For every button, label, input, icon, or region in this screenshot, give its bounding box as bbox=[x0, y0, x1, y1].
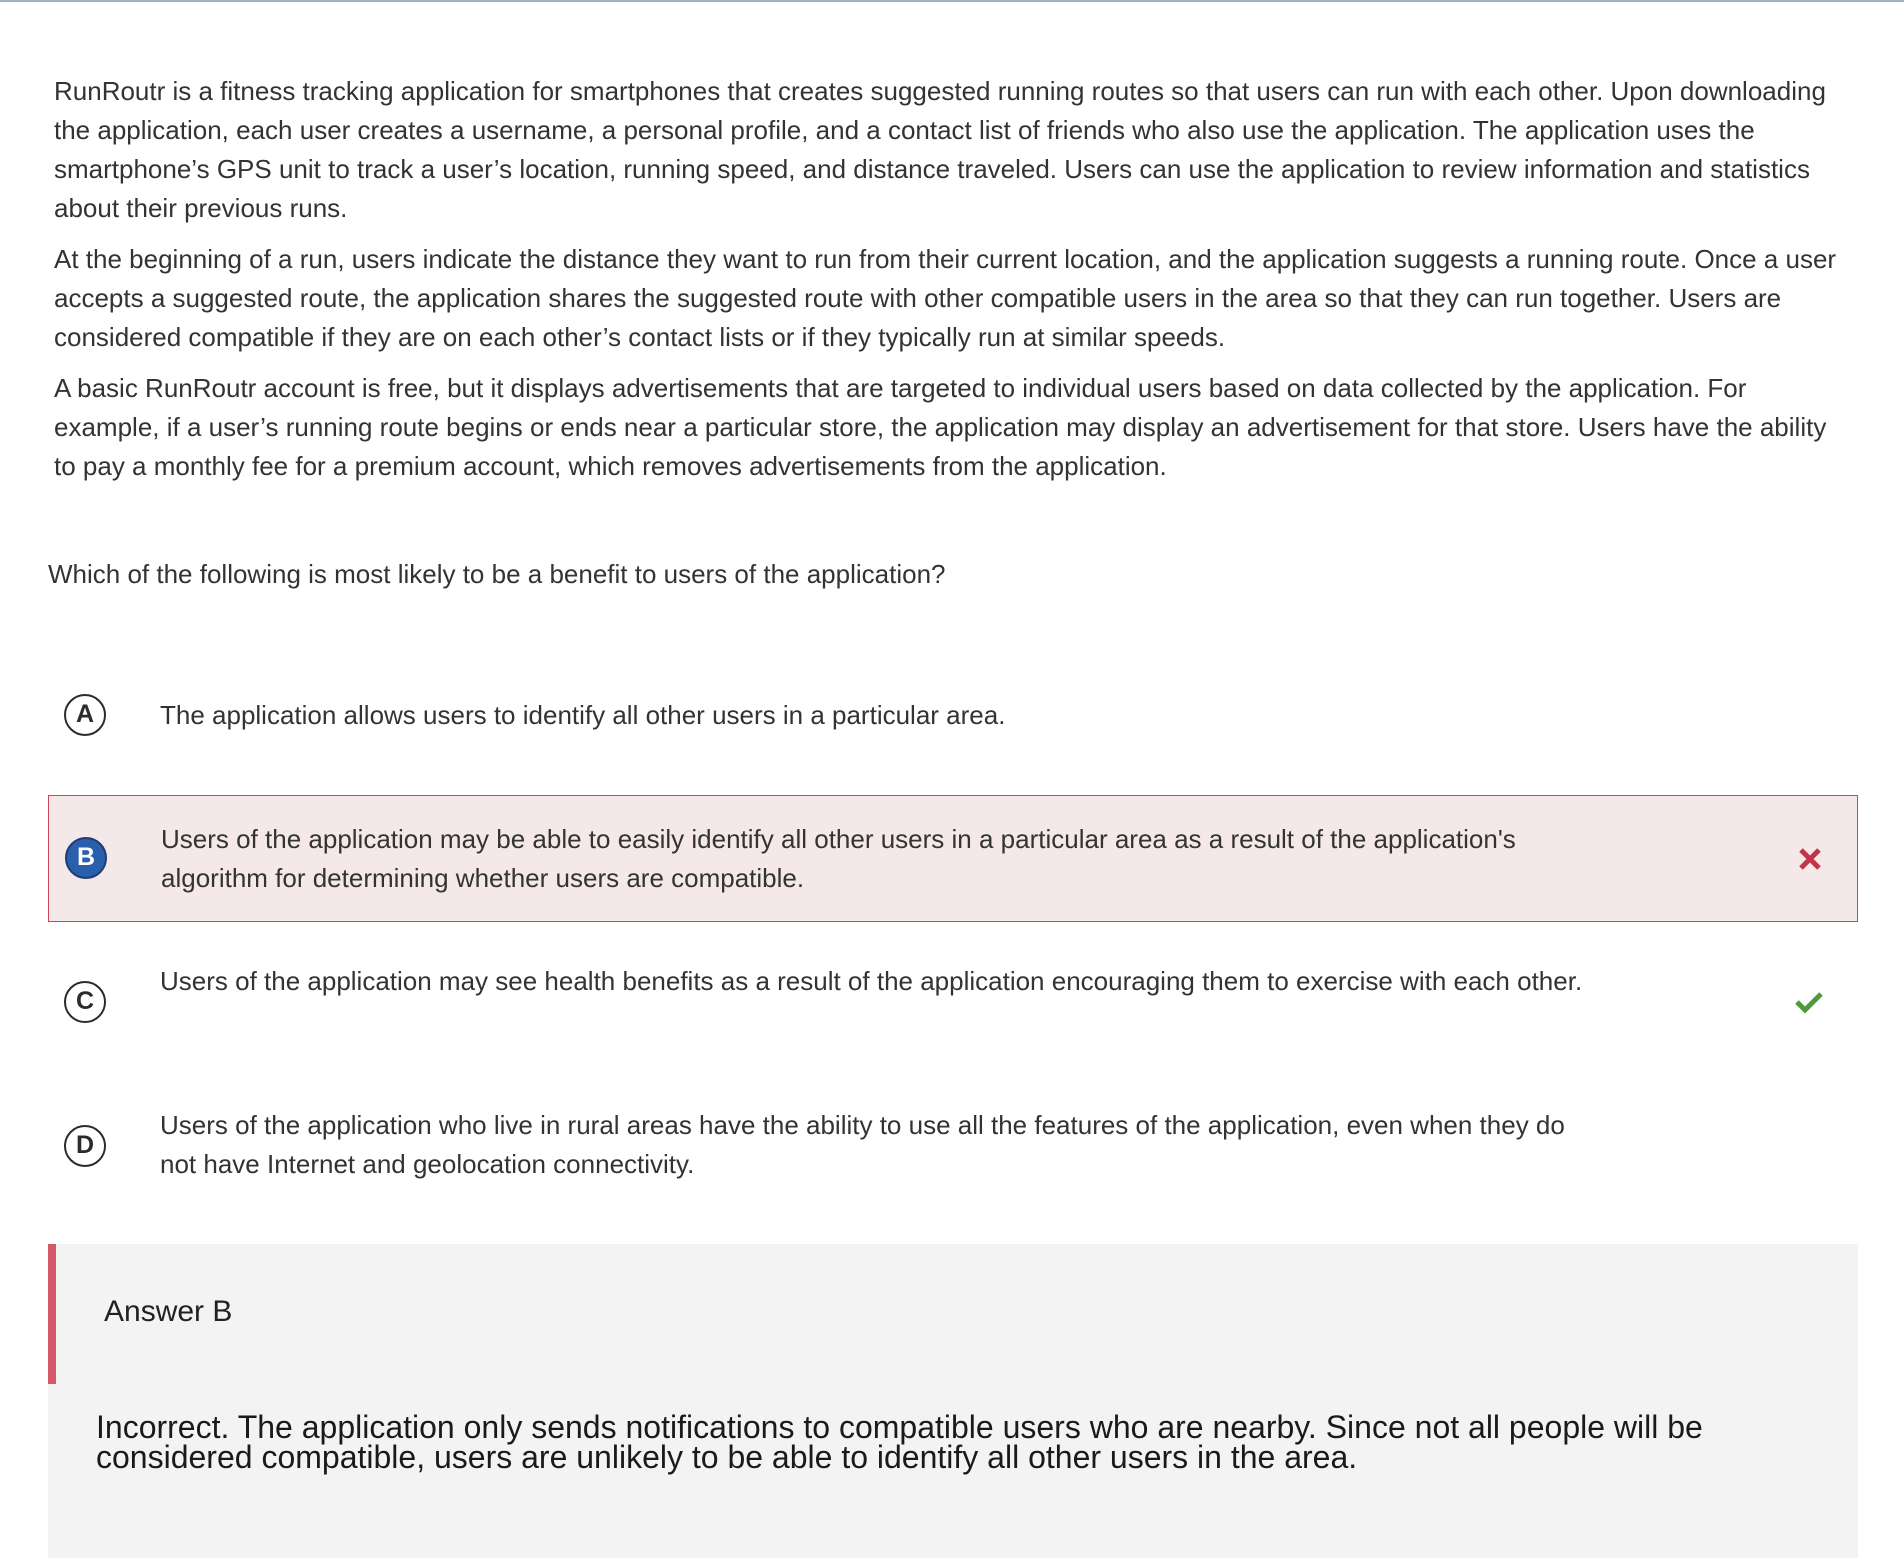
choice-c-text: Users of the application may see health benefits as a result of the application encouraging them to exercise with each other. bbox=[160, 966, 1583, 996]
choice-d-letter-badge[interactable]: D bbox=[64, 1125, 106, 1167]
stimulus-paragraph-1: RunRoutr is a fitness tracking application for smartphones that creates suggested running routes so that users can run with each other. Upon downloading the application, each user creates a username, a personal profile, and a contact list of friends who also use the application. The application uses the smartphone’s GPS unit to track a user’s location, running speed, and distance traveled. Users can use the application to review information and statistics about their previous runs. bbox=[54, 76, 1826, 223]
choice-a-letter-badge[interactable]: A bbox=[64, 694, 106, 736]
x-icon bbox=[1793, 842, 1827, 876]
feedback-explanation: Incorrect. The application only sends notifications to compatible users who are nearby. Since not all people will be considered compatible, users are unlikely to be able to identify all other users in the area. bbox=[96, 1409, 1703, 1475]
selected-answer-label: Answer B bbox=[104, 1295, 233, 1328]
choice-b-text: Users of the application may be able to easily identify all other users in a particular area as a result of the application's algorithm for determining whether users are compatible. bbox=[161, 824, 1516, 893]
choice-a-text: The application allows users to identify all other users in a particular area. bbox=[160, 700, 1006, 730]
choice-c[interactable] bbox=[48, 950, 1858, 1060]
choice-c-letter-badge[interactable]: C bbox=[64, 981, 106, 1023]
answer-feedback-panel bbox=[48, 1244, 1858, 1558]
choice-b[interactable] bbox=[48, 795, 1858, 922]
stimulus-paragraph-2: At the beginning of a run, users indicate the distance they want to run from their current location, and the application suggests a running route. Once a user accepts a suggested route, the application shares the suggested route with other compatible users in the area so that they can run together. Users are considered compatible if they are on each other’s contact lists or if they typically run at similar speeds. bbox=[54, 244, 1837, 352]
checkmark-icon bbox=[1792, 985, 1826, 1019]
choice-d-text: Users of the application who live in rural areas have the ability to use all the features of the application, even when they do not have Internet and geolocation connectivity. bbox=[160, 1110, 1565, 1179]
choice-b-letter-badge[interactable]: B bbox=[65, 837, 107, 879]
stimulus-paragraph-3: A basic RunRoutr account is free, but it displays advertisements that are targeted to individual users based on data collected by the application. For example, if a user’s running route begins or ends near a particular store, the application may display an advertisement for that store. Users have the ability to pay a monthly fee for a premium account, which removes advertisements from the application. bbox=[54, 373, 1827, 481]
top-divider bbox=[0, 0, 1904, 2]
choice-a[interactable] bbox=[48, 684, 1858, 754]
choice-d[interactable] bbox=[48, 1094, 1858, 1204]
stimulus-passage bbox=[54, 72, 1844, 498]
question-stem: Which of the following is most likely to be a benefit to users of the application? bbox=[48, 559, 946, 589]
feedback-accent-bar bbox=[48, 1244, 56, 1384]
